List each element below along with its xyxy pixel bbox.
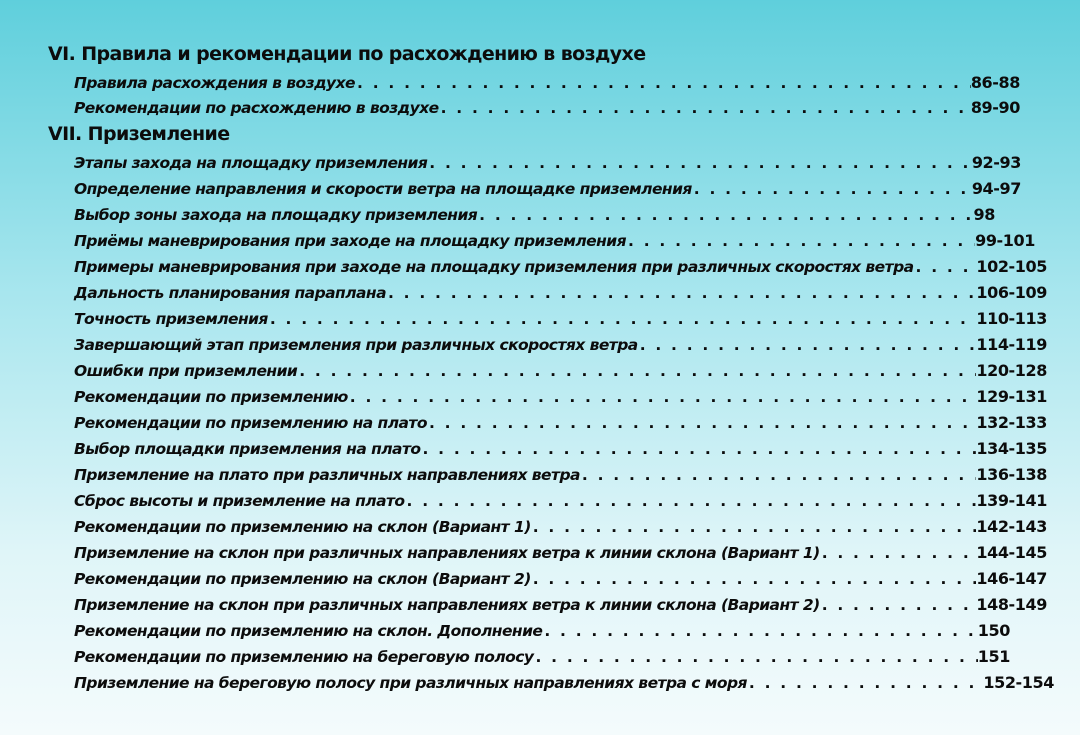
toc-entry [74, 70, 1020, 96]
toc-entry [74, 384, 1047, 410]
toc-entry [74, 202, 995, 228]
entry-pages: 132-133 [976, 413, 1047, 432]
dot-leader [268, 306, 977, 332]
dot-leader [626, 228, 975, 254]
entry-pages: 120-128 [976, 361, 1047, 380]
entry-title: Точность приземления [74, 310, 268, 328]
toc-entry [74, 462, 1047, 488]
section-heading: VI. Правила и рекомендации по расхождению в воздухе [48, 43, 646, 65]
dot-leader [477, 202, 973, 228]
entry-pages: 98 [973, 205, 995, 224]
dot-leader [820, 540, 977, 566]
entry-title: Рекомендации по приземлению на склон (Вариант 1) [74, 518, 531, 536]
entry-pages: 150 [977, 621, 1010, 640]
entry-title: Ошибки при приземлении [74, 362, 298, 380]
section-heading: VII. Приземление [48, 123, 230, 145]
entry-title: Завершающий этап приземления при различных скоростях ветра [74, 336, 638, 354]
dot-leader [427, 410, 976, 436]
entry-pages: 92-93 [971, 153, 1021, 172]
entry-title: Дальность планирования параплана [74, 284, 386, 302]
entry-pages: 106-109 [976, 283, 1047, 302]
entry-pages: 86-88 [970, 73, 1020, 92]
entry-pages: 142-143 [976, 517, 1047, 536]
entry-pages: 99-101 [975, 231, 1035, 250]
entry-pages: 102-105 [976, 257, 1047, 276]
entry-title: Рекомендации по приземлению на склон. Дополнение [74, 622, 543, 640]
toc-entry [74, 280, 1047, 306]
entry-pages: 144-145 [976, 543, 1047, 562]
entry-pages: 152-154 [983, 673, 1054, 692]
entry-pages: 114-119 [976, 335, 1047, 354]
entry-title: Примеры маневрирования при заходе на площадку приземления при различных скоростях ветра [74, 258, 914, 276]
entry-pages: 139-141 [976, 491, 1047, 510]
toc-entry [74, 540, 1047, 566]
dot-leader [531, 514, 977, 540]
dot-leader [533, 644, 977, 670]
entry-pages: 129-131 [976, 387, 1047, 406]
entry-title: Приземление на склон при различных направлениях ветра к линии склона (Вариант 1) [74, 544, 820, 562]
toc-entry [74, 150, 1021, 176]
entry-title: Этапы захода на площадку приземления [74, 154, 428, 172]
dot-leader [405, 488, 977, 514]
dot-leader [914, 254, 977, 280]
entry-pages: 151 [977, 647, 1010, 666]
dot-leader [439, 95, 971, 121]
toc-entry [74, 254, 1047, 280]
entry-title: Выбор площадки приземления на плато [74, 440, 421, 458]
entry-pages: 134-135 [976, 439, 1047, 458]
entry-title: Рекомендации по расхождению в воздухе [74, 99, 439, 117]
toc-entry [74, 306, 1047, 332]
toc-entry [74, 228, 1035, 254]
toc-entry [74, 358, 1047, 384]
toc-entry [74, 410, 1047, 436]
entry-title: Приземление на береговую полосу при различных направлениях ветра с моря [74, 674, 747, 692]
dot-leader [386, 280, 976, 306]
dot-leader [820, 592, 977, 618]
entry-title: Рекомендации по приземлению [74, 388, 348, 406]
toc-entry [74, 670, 1054, 696]
toc-entry [74, 618, 1010, 644]
dot-leader [531, 566, 977, 592]
toc-entry [74, 514, 1047, 540]
entry-title: Рекомендации по приземлению на береговую полосу [74, 648, 534, 666]
toc-entry [74, 566, 1047, 592]
toc-entry [74, 436, 1047, 462]
dot-leader [427, 150, 972, 176]
entry-title: Приземление на склон при различных направлениях ветра к линии склона (Вариант 2) [74, 596, 820, 614]
entry-title: Правила расхождения в воздухе [74, 74, 356, 92]
dot-leader [580, 462, 976, 488]
dot-leader [542, 618, 977, 644]
dot-leader [747, 670, 983, 696]
entry-pages: 146-147 [976, 569, 1047, 588]
entry-title: Рекомендации по приземлению на склон (Вариант 2) [74, 570, 531, 588]
entry-title: Приземление на плато при различных направлениях ветра [74, 466, 580, 484]
dot-leader [355, 70, 971, 96]
entry-title: Рекомендации по приземлению на плато [74, 414, 427, 432]
entry-pages: 89-90 [970, 98, 1020, 117]
entry-pages: 136-138 [976, 465, 1047, 484]
entry-pages: 110-113 [976, 309, 1047, 328]
entry-pages: 148-149 [976, 595, 1047, 614]
toc-entry [74, 332, 1047, 358]
toc-entry [74, 592, 1047, 618]
toc-entry [74, 95, 1020, 121]
toc-entry [74, 488, 1047, 514]
toc-entry [74, 176, 1021, 202]
dot-leader [297, 358, 976, 384]
entry-pages: 94-97 [971, 179, 1021, 198]
dot-leader [692, 176, 972, 202]
dot-leader [421, 436, 977, 462]
toc-entry [74, 644, 1010, 670]
dot-leader [638, 332, 977, 358]
entry-title: Определение направления и скорости ветра на площадке приземления [74, 180, 692, 198]
entry-title: Сброс высоты и приземление на плато [74, 492, 405, 510]
dot-leader [348, 384, 977, 410]
entry-title: Приёмы маневрирования при заходе на площадку приземления [74, 232, 627, 250]
entry-title: Выбор зоны захода на площадку приземления [74, 206, 478, 224]
